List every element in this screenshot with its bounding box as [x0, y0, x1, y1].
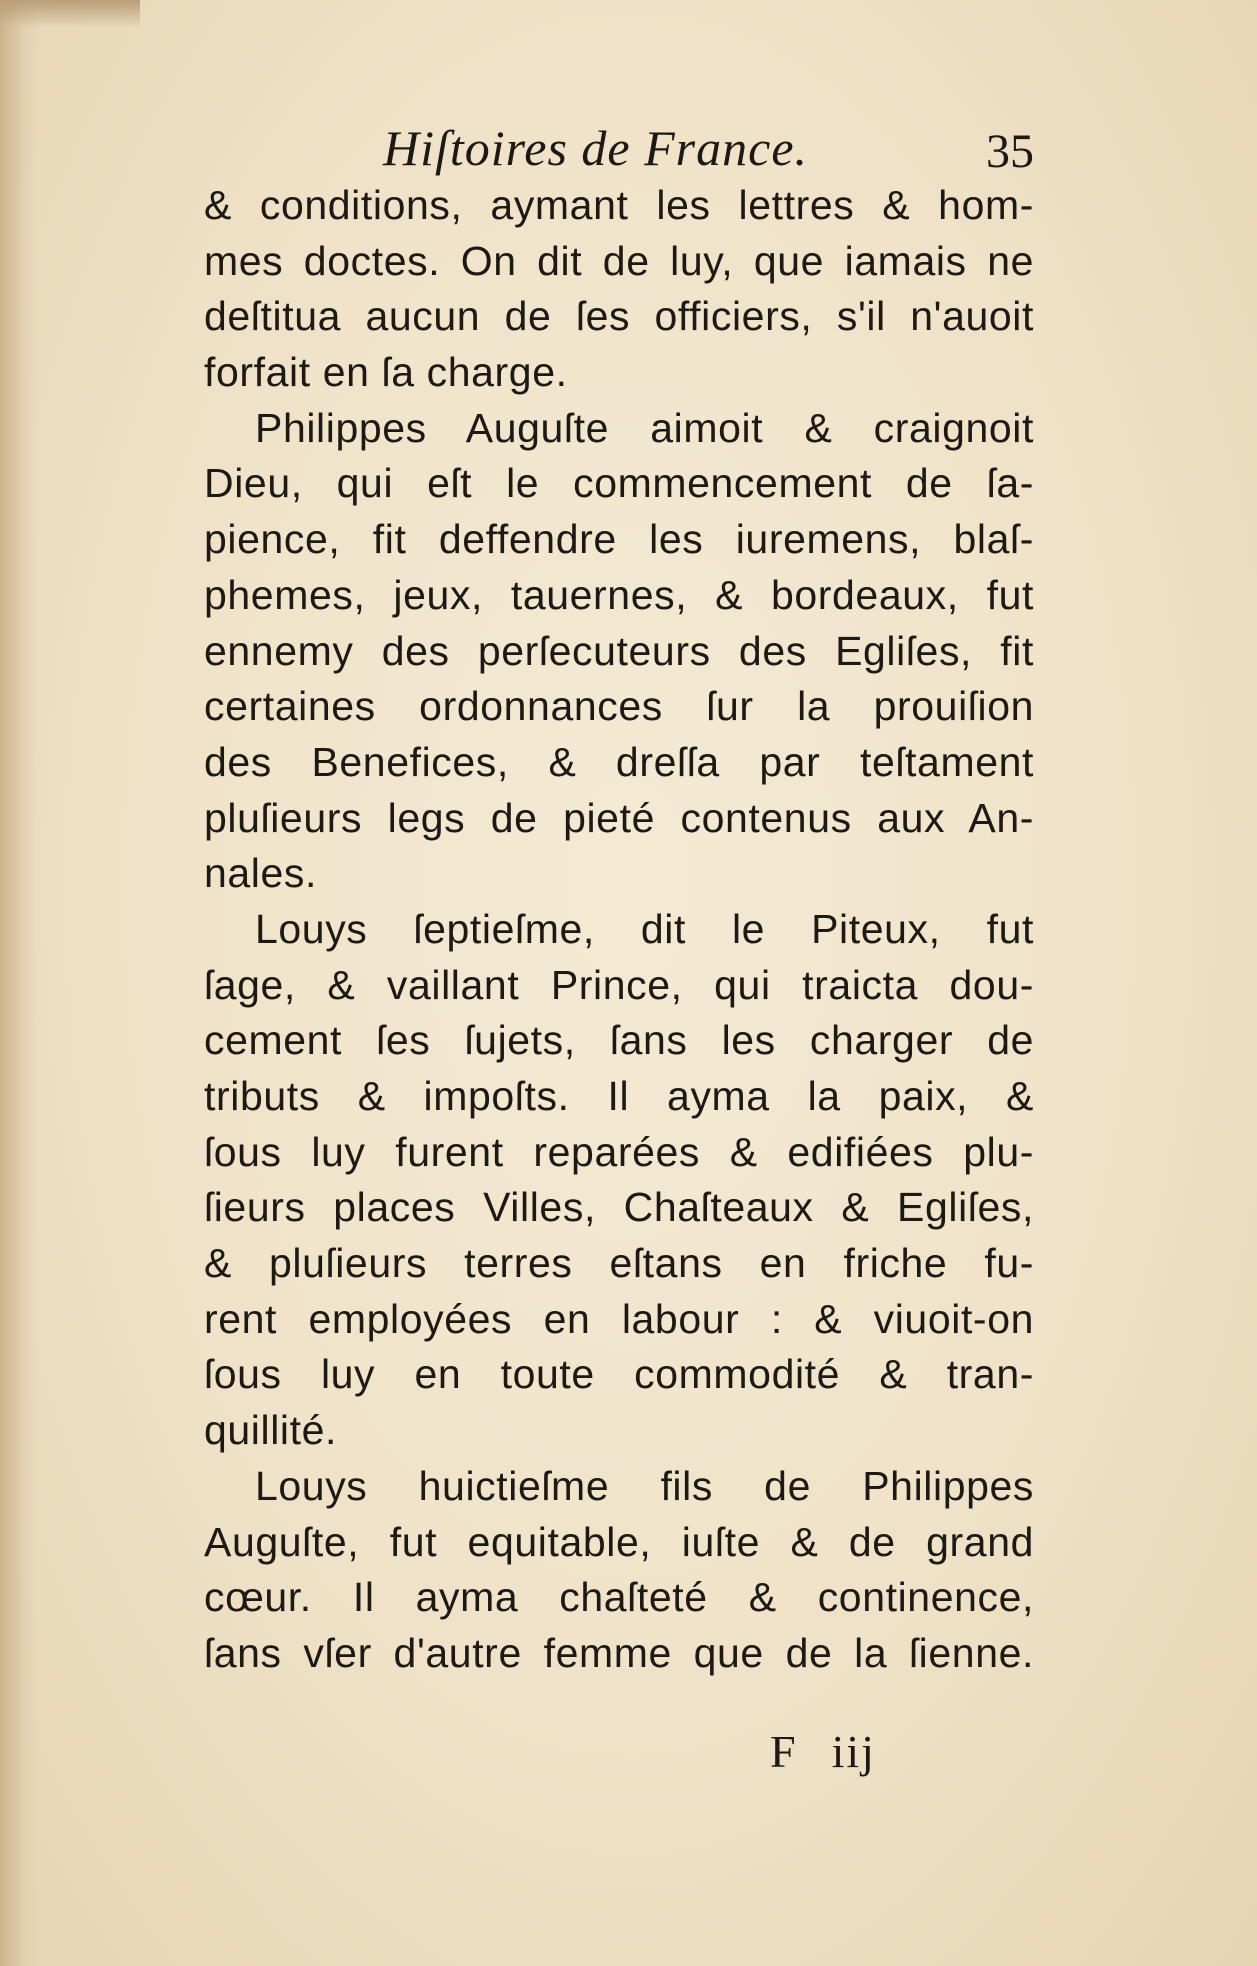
text-line: ſieurs places Villes, Chaſteaux & Egliſes,: [204, 1184, 1034, 1231]
text-line: pience, fit deffendre les iuremens, blaſ-: [204, 516, 1034, 563]
paragraph-start-line: Philippes Auguſte aimoit & craignoit: [255, 404, 1034, 451]
text-line: phemes, jeux, tauernes, & bordeaux, fut: [204, 571, 1034, 618]
text-line: Auguſte, fut equitable, iuſte & de grand: [204, 1518, 1034, 1565]
text-line: Dieu, qui eſt le commencement de ſa-: [204, 460, 1034, 507]
signature-number: iij: [831, 1726, 876, 1777]
text-line: rent employées en labour : & viuoit-on: [204, 1295, 1034, 1342]
text-line: ſous luy en toute commodité & tran-: [204, 1351, 1034, 1398]
text-line: deſtitua aucun de ſes officiers, s'il n'auoit: [204, 293, 1034, 340]
text-line: cœur. Il ayma chaſteté & continence,: [204, 1574, 1034, 1621]
paragraph-start-line: Louys ſeptieſme, dit le Piteux, fut: [255, 905, 1034, 952]
text-line: mes doctes. On dit de luy, que iamais ne: [204, 237, 1034, 284]
text-line: ſans vſer d'autre femme que de la ſienne.: [204, 1629, 1034, 1676]
paragraph-start-line: Louys huictieſme fils de Philippes: [255, 1462, 1034, 1509]
text-line: ennemy des perſecuteurs des Egliſes, fit: [204, 627, 1034, 674]
signature-mark: [770, 1722, 876, 1782]
page-body-text: [204, 178, 1034, 1682]
signature-letter: F: [770, 1726, 798, 1777]
text-line: forfait en ſa charge.: [204, 349, 568, 396]
text-line: & pluſieurs terres eſtans en friche fu-: [204, 1240, 1034, 1287]
text-line: pluſieurs legs de pieté contenus aux An-: [204, 794, 1034, 841]
page-number: 35: [986, 125, 1034, 178]
text-line: des Benefices, & dreſſa par teſtament: [204, 738, 1034, 785]
text-line: & conditions, aymant les lettres & hom-: [204, 182, 1034, 228]
running-title: Hiſtoires de France.: [383, 120, 809, 176]
page-header: [200, 118, 1040, 178]
text-line: ſous luy furent reparées & edifiées plu-: [204, 1128, 1034, 1175]
text-line: ſage, & vaillant Prince, qui traicta dou-: [204, 961, 1034, 1008]
text-line: tributs & impoſts. Il ayma la paix, &: [204, 1073, 1034, 1119]
text-line: certaines ordonnances ſur la prouiſion: [204, 683, 1034, 730]
text-line: nales.: [204, 850, 318, 897]
text-line: quillité.: [204, 1407, 338, 1454]
text-line: cement ſes ſujets, ſans les charger de: [204, 1017, 1034, 1064]
